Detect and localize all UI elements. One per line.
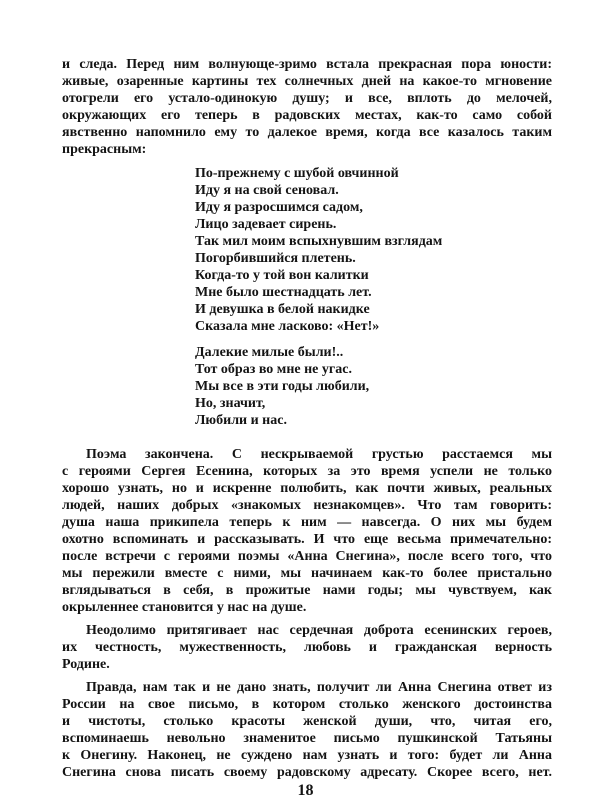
text-line: с героями Сергея Есенина, которых за это время успели не только: [62, 464, 552, 479]
page-number: 18: [297, 782, 314, 799]
text-line: душа наша прикипела теперь к ним — навсегда. О них мы будем: [62, 515, 552, 530]
text-line: охотно вспоминать и рассказывать. И что еще весьма примечательно:: [62, 532, 552, 547]
poem-line: Погорбившийся плетень.: [195, 251, 356, 266]
text-line: окружающих его теперь в радовских местах, как-то само собой: [62, 108, 552, 123]
poem-line: Мне было шестнадцать лет.: [195, 285, 372, 300]
text-line: Снегина снова писать своему радовскому адресату. Скорее всего, нет.: [62, 765, 552, 780]
poem-line: И девушка в белой накидке: [195, 302, 370, 317]
text-line: и чистоты, столько красоты женской души, что, читая его,: [62, 714, 552, 729]
text-line: Поэма закончена. С нескрываемой грустью расстаемся мы: [86, 447, 552, 462]
text-line: после встречи с героями поэмы «Анна Снегина», после всего того, что: [62, 549, 552, 564]
poem-line: Когда-то у той вон калитки: [195, 268, 369, 283]
poem-line: Но, значит,: [195, 396, 266, 411]
poem-line: Иду я разросшимся садом,: [195, 200, 363, 215]
poem-line: Иду я на свой сеновал.: [195, 183, 339, 198]
poem-line: Далекие милые были!..: [195, 345, 344, 360]
text-line: России на свое письмо, в котором столько женского достоинства: [62, 697, 552, 712]
text-line: их честность, мужественность, любовь и гражданская верность: [62, 640, 552, 655]
text-line: окрыленнее становится у нас на душе.: [62, 600, 307, 615]
poem-line: Лицо задевает сирень.: [195, 217, 337, 232]
text-line: живые, озаренные картины тех солнечных дней на какое-то мгновение: [62, 74, 552, 89]
text-line: Родине.: [62, 657, 110, 672]
poem-line: По-прежнему с шубой овчинной: [195, 166, 399, 181]
text-line: вспоминаешь невольно знаменитое письмо пушкинской Татьяны: [62, 731, 552, 746]
text-line: Неодолимо притягивает нас сердечная доброта есенинских героев,: [86, 623, 552, 638]
poem-line: Сказала мне ласково: «Нет!»: [195, 319, 380, 334]
text-line: к Онегину. Наконец, не суждено нам узнать и того: будет ли Анна: [62, 748, 552, 763]
poem-line: Тот образ во мне не угас.: [195, 362, 352, 377]
poem-line: Мы все в эти годы любили,: [195, 379, 370, 394]
text-line: отогрели его устало-одинокую душу; и все, вплоть до мелочей,: [62, 91, 552, 106]
text-line: мы пережили вместе с ними, мы начинаем как-то более пристально: [62, 566, 552, 581]
text-line: вглядываться в себя, в прожитые нами годы; мы чувствуем, как: [62, 583, 552, 598]
text-line: хорошо узнать, но и искренне полюбить, как почти живых, реальных: [62, 481, 552, 496]
text-line: прекрасным:: [62, 142, 147, 157]
text-line: людей, наших добрых «знакомых незнакомцев». Что там говорить:: [62, 498, 552, 513]
text-line: и следа. Перед ним волнующе-зримо встала прекрасная пора юности:: [62, 57, 552, 72]
poem-line: Любили и нас.: [195, 413, 287, 428]
poem-line: Так мил моим вспыхнувшим взглядам: [195, 234, 443, 249]
text-line: Правда, нам так и не дано знать, получит ли Анна Снегина ответ из: [86, 680, 552, 695]
text-line: явственно напомнило ему то далекое время, когда все казалось таким: [62, 125, 552, 140]
